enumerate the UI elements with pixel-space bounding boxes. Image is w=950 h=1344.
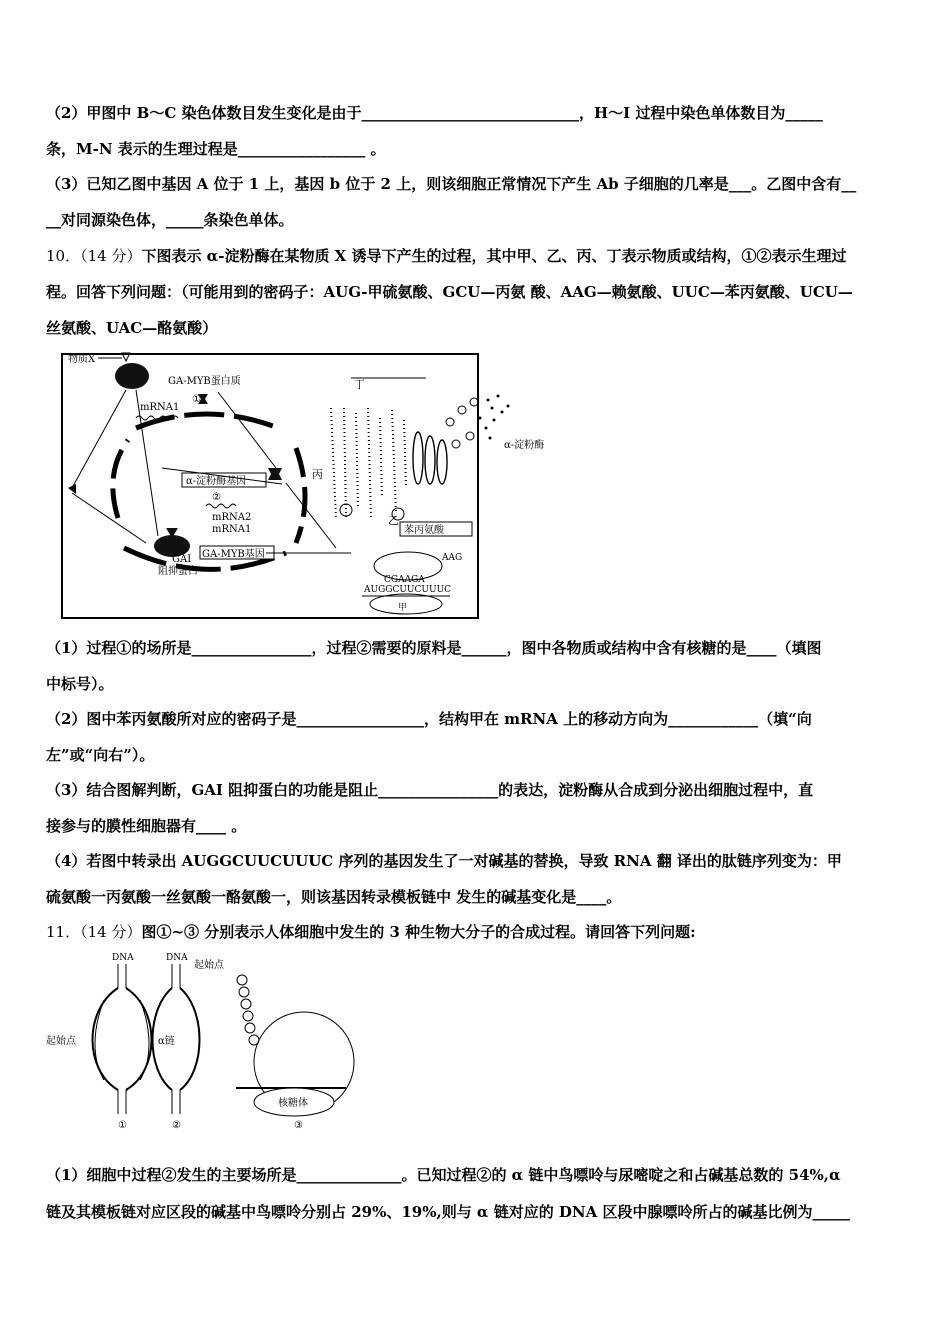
transcription-bubble-right — [180, 988, 200, 1090]
secretory-vesicles — [446, 398, 478, 448]
origin-label-1: 起始点 — [46, 1036, 76, 1047]
q10-answer-2: （2）图中苯丙氨酸所对应的密码子是_________________，结构甲在 mRNA 上的移动方向为____________（填“向 — [46, 710, 812, 728]
q11-answer-1: （1）细胞中过程②发生的主要场所是______________。已知过程②的 α 链中鸟嘌呤与尿嘧啶之和占碱基总数的 54%,α — [46, 1166, 841, 1184]
q11-stem — [46, 922, 696, 942]
peptide-chain — [237, 975, 259, 1045]
endoplasmic-reticulum — [331, 408, 406, 518]
structure-yi-label: 乙 — [388, 514, 399, 527]
fig-number-3: ③ — [294, 1120, 303, 1130]
structure-jia-label: 甲 — [398, 603, 408, 613]
nuclear-envelope-right — [296, 448, 305, 543]
dna-label-1: DNA — [112, 953, 134, 963]
gai-label: GAI — [172, 554, 192, 565]
arrow-head — [68, 484, 76, 494]
origin-label-2: 起始点 — [194, 960, 224, 971]
q10-answer-3b: 接参与的膜性细胞器有____ 。 — [46, 817, 247, 835]
fig-number-1: ① — [118, 1120, 127, 1130]
mrna1b-label: mRNA1 — [212, 524, 252, 535]
q10-number: 10．（14 分） — [46, 247, 142, 265]
q10-stem-line-2: 程。回答下列问题：（可能用到的密码子：AUG-甲硫氨酸、GCU—丙氨 酸、AAG—赖氨酸、UUC—苯丙氨酸、UCU— — [46, 283, 853, 301]
fig-number-2: ② — [172, 1120, 181, 1130]
q11-stem-text: 图①~③ 分别表示人体细胞中发生的 3 种生物大分子的合成过程。请回答下列问题: — [141, 923, 696, 941]
q9-line-4: __对同源染色体，_____条染色单体。 — [46, 211, 294, 229]
nuclear-envelope-top — [136, 414, 278, 428]
anticodon-label: CGAAGA — [384, 575, 425, 585]
q10-stem-line-1 — [46, 246, 847, 266]
q11-answer-1b: 链及其模板链对应区段的碱基中鸟嘌呤分别占 29%、19%,则与 α 链对应的 DNA 区段中腺嘌呤所占的碱基比例为_____ — [46, 1203, 850, 1221]
q10-stem-text: 下图表示 α-淀粉酶在某物质 X 诱导下产生的过程，其中甲、乙、丙、丁表示物质或结构，①②表示生理过 — [141, 247, 847, 265]
q9-line-3: （3）已知乙图中基因 A 位于 1 上，基因 b 位于 2 上，则该细胞正常情况下产生 Ab 子细胞的几率是___。乙图中含有__ — [46, 175, 857, 193]
q9-line-2: 条，M-N 表示的生理过程是_________________ 。 — [46, 140, 386, 158]
mrna2-label: mRNA2 — [212, 512, 252, 523]
mrna-sequence: AUGGCUUCUUUC — [364, 585, 452, 595]
ribosome-label: 核糖体 — [278, 1098, 308, 1109]
amylase-dots — [479, 395, 510, 440]
structure-ding-label: 丁 — [354, 378, 365, 391]
q10-answer-2b: 左”或“向右”）。 — [46, 746, 155, 764]
q10-answer-4: （4）若图中转录出 AUGGCUUCUUUC 序列的基因发生了一对碱基的替换，导致 RNA 翻 译出的肽链序列变为：甲 — [46, 852, 842, 870]
nuclear-envelope-left — [113, 440, 128, 518]
q10-stem-line-3: 丝氨酸、UAC—酪氨酸） — [46, 319, 218, 337]
process-2-marker: ② — [212, 492, 221, 503]
q10-answer-1b: 中标号）。 — [46, 675, 114, 693]
amylase-gene-label: α-淀粉酶基因 — [186, 476, 247, 487]
ga-myb-protein-label: GA-MYB蛋白质 — [168, 376, 241, 387]
mrna1-label: mRNA1 — [140, 402, 180, 413]
mrna2-strand — [206, 504, 236, 508]
q10-figure — [46, 348, 576, 624]
replication-bubble-left — [93, 988, 119, 1090]
dna-helix-1 — [118, 964, 126, 1114]
replication-bubble-right — [126, 988, 152, 1090]
q9-line-1: （2）甲图中 B～C 染色体数目发生变化是由于_____________________________，H～I 过程中染色单体数目为_____ — [46, 104, 823, 122]
ga-myb-protein-icon-2 — [268, 468, 282, 480]
substance-x-label: 物质X — [68, 354, 96, 365]
amylase-label: α-淀粉酶 — [504, 440, 545, 451]
process-1-marker: ① — [192, 394, 201, 405]
receptor-icon — [115, 363, 149, 389]
structure-bing-label: 丙 — [312, 468, 323, 481]
repressor-label: 阻抑蛋白 — [158, 566, 198, 577]
golgi — [413, 432, 447, 484]
phe-label: 苯丙氨酸 — [404, 525, 444, 536]
q11-number: 11．（14 分） — [46, 923, 142, 941]
q10-answer-3: （3）结合图解判断，GAI 阻抑蛋白的功能是阻止________________的表达，淀粉酶从合成到分泌出细胞过程中，直 — [46, 781, 814, 799]
ga-myb-gene-label: GA-MYB基因 — [202, 549, 265, 560]
q11-figure — [46, 950, 366, 1130]
dna-label-2: DNA — [166, 953, 188, 963]
q10-answer-1: （1）过程①的场所是________________，过程②需要的原料是______，图中各物质或结构中含有核糖的是____（填图 — [46, 639, 822, 657]
aag-label: AAG — [442, 553, 463, 563]
alpha-chain-label: α链 — [158, 1036, 175, 1047]
q10-answer-4b: 硫氨酸一丙氨酸一丝氨酸一酪氨酸一，则该基因转录模板链中 发生的碱基变化是____。 — [46, 888, 622, 906]
